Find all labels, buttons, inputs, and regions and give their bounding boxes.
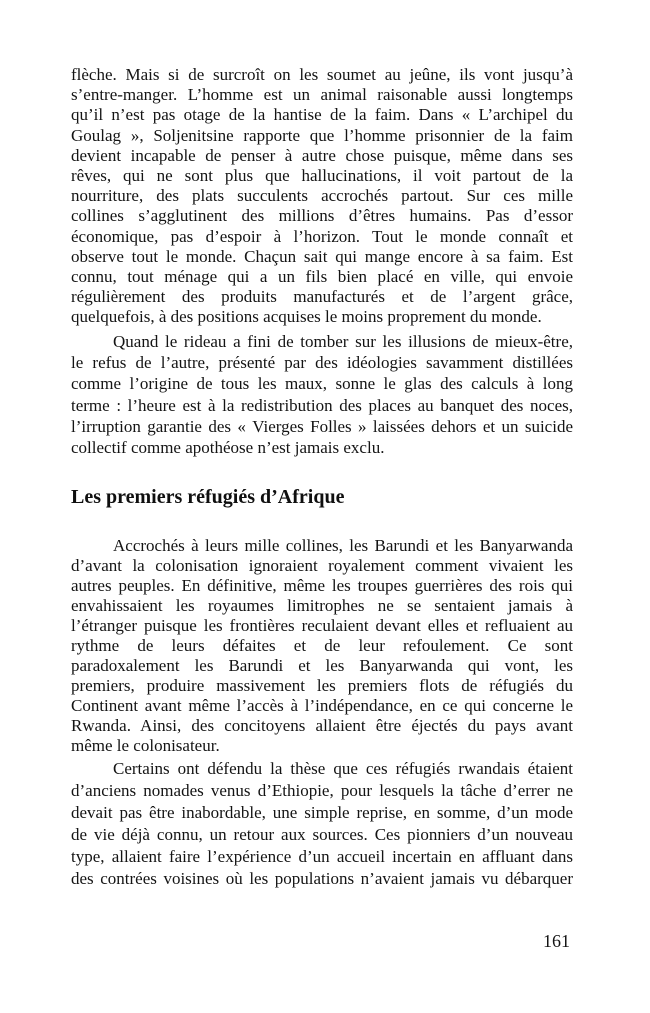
- text-line: devient incapable de penser à autre chose puisque, même dans ses: [71, 145, 573, 165]
- text-line: autres peuples. En définitive, même les troupes guerrières des rois qui: [71, 576, 573, 595]
- text-line: observe tout le monde. Chaçun sait qui mange encore à sa faim. Est: [71, 246, 573, 266]
- text-line: Goulag », Soljenitsine rapporte que l’homme prisonnier de la faim: [71, 125, 573, 145]
- text-line: quelquefois, à des positions acquises le moins proprement du monde.: [71, 307, 542, 327]
- text-line: le refus de l’autre, présenté par des idéologies savamment distillées: [71, 353, 573, 373]
- text-line: Continent avant même l’accès à l’indépendance, en ce qui concerne le: [71, 696, 573, 715]
- text-line: comme l’origine de tous les maux, sonne le glas des calculs à long: [71, 374, 573, 394]
- text-line: connu, tout ménage qui a un fils bien placé en ville, qui envoie: [71, 267, 573, 287]
- text-line: Quand le rideau a fini de tomber sur les illusions de mieux-être,: [113, 332, 573, 351]
- paragraph: [71, 331, 573, 458]
- text-line: rythme de leurs défaites et de leur refoulement. Ce sont: [71, 636, 573, 655]
- text-line: Accrochés à leurs mille collines, les Barundi et les Banyarwanda: [113, 536, 573, 555]
- paragraph: [71, 758, 573, 890]
- text-line: qu’il n’est pas otage de la hantise de la faim. Dans « L’archipel du: [71, 105, 573, 125]
- page-number: 161: [543, 931, 570, 951]
- text-line: collectif comme apothéose n’est jamais exclu.: [71, 438, 385, 458]
- text-line: régulièrement des produits manufacturés et de l’argent grâce,: [71, 287, 573, 307]
- text-line: d’anciens nomades venus d’Ethiopie, pour lesquels la tâche d’errer ne: [71, 781, 573, 800]
- text-line: type, allaient faire l’expérience d’un accueil incertain en affluant dans: [71, 847, 573, 866]
- paragraph: [71, 536, 573, 756]
- text-line: terme : l’heure est à la redistribution des places au banquet des noces,: [71, 395, 573, 415]
- text-line: des contrées voisines où les populations n’avaient jamais vu débarquer: [71, 869, 573, 888]
- text-line: Certains ont défendu la thèse que ces réfugiés rwandais étaient: [113, 759, 573, 778]
- text-line: Rwanda. Ainsi, des concitoyens allaient être éjectés du pays avant: [71, 716, 573, 735]
- text-line: collines s’agglutinent des millions d’êtres humains. Pas d’essor: [71, 206, 573, 226]
- text-line: nourriture, des plats succulents accrochés partout. Sur ces mille: [71, 186, 573, 206]
- text-line: rêves, qui ne sont plus que hallucinations, il voit partout de la: [71, 166, 573, 186]
- text-line: paradoxalement les Barundi et les Banyarwanda qui vont, les: [71, 656, 573, 675]
- text-line: envahissaient les royaumes limitrophes ne se sentaient jamais à: [71, 596, 573, 615]
- text-line: l’irruption garantie des « Vierges Folles » laissées dehors et un suicide: [71, 416, 573, 436]
- text-line: même le colonisateur.: [71, 736, 220, 755]
- text-line: économique, pas d’espoir à l’horizon. Tout le monde connaît et: [71, 226, 573, 246]
- text-line: s’entre-manger. L’homme est un animal raisonable aussi longtemps: [71, 85, 573, 105]
- text-line: l’étranger puisque les frontières reculaient devant elles et refluaient au: [71, 616, 573, 635]
- paragraph-continuation: [71, 65, 573, 328]
- text-line: devait pas être inabordable, une simple reprise, en somme, d’un mode: [71, 803, 573, 822]
- text-line: d’avant la colonisation ignoraient royalement comment vivaient les: [71, 556, 573, 575]
- text-line: premiers, produire massivement les premiers flots de réfugiés du: [71, 676, 573, 695]
- section-heading: Les premiers réfugiés d’Afrique: [71, 486, 345, 508]
- text-line: flèche. Mais si de surcroît on les soumet au jeûne, ils vont jusqu’à: [71, 65, 573, 84]
- text-line: de vie déjà connu, un retour aux sources. Ces pionniers d’un nouveau: [71, 825, 573, 844]
